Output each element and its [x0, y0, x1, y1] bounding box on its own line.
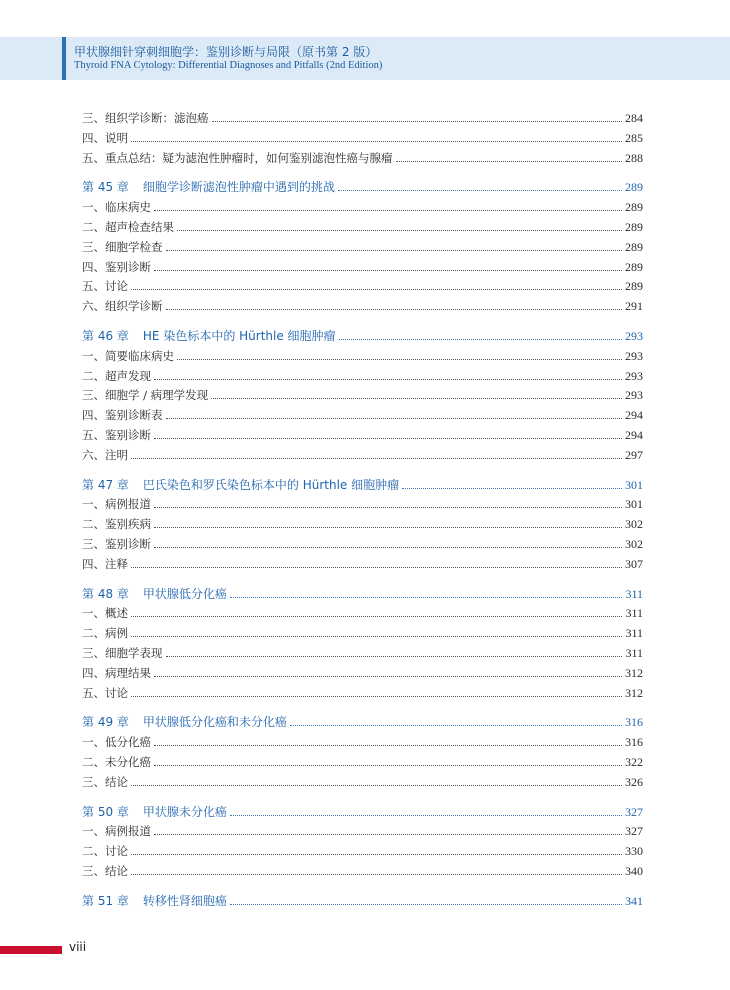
dot-leader	[154, 269, 622, 271]
dot-leader	[131, 457, 622, 459]
toc-chapter-entry[interactable]	[82, 475, 643, 493]
dot-leader	[131, 288, 622, 290]
dot-leader	[154, 437, 622, 439]
toc-section-entry[interactable]	[82, 385, 643, 403]
toc-section-entry[interactable]	[82, 237, 643, 255]
toc-chapter-entry[interactable]	[82, 584, 643, 602]
chapter-title: HE 染色标本中的 Hürthle 细胞肿瘤	[142, 329, 336, 343]
section-title: 三、细胞学表现	[82, 646, 163, 660]
dot-leader	[339, 338, 622, 340]
page-ref: 327	[625, 824, 643, 839]
dot-leader	[166, 655, 623, 657]
toc-section-entry[interactable]	[82, 494, 643, 512]
dot-leader	[154, 378, 622, 380]
section-title: 一、简要临床病史	[82, 348, 174, 363]
dot-leader	[166, 249, 623, 251]
dot-leader	[230, 903, 622, 905]
section-title: 二、讨论	[82, 844, 128, 859]
section-title: 二、鉴别疾病	[82, 517, 151, 532]
dot-leader	[131, 635, 622, 637]
toc-section-entry[interactable]	[82, 108, 643, 126]
chapter-title: 甲状腺低分化癌	[142, 586, 227, 601]
dot-leader	[131, 615, 622, 617]
page-ref: 341	[625, 893, 643, 908]
dot-leader	[177, 358, 622, 360]
toc-section-entry[interactable]	[82, 683, 643, 701]
page-ref: 316	[625, 735, 643, 750]
toc-section-entry[interactable]	[82, 366, 643, 384]
section-title: 六、注明	[82, 447, 128, 462]
toc-section-entry[interactable]	[82, 554, 643, 572]
toc-section-entry[interactable]	[82, 257, 643, 275]
toc-section-entry[interactable]	[82, 405, 643, 423]
section-title: 三、组织学诊断：滤泡癌	[82, 111, 209, 125]
page-number: viii	[69, 940, 87, 954]
toc-section-entry[interactable]	[82, 643, 643, 661]
chapter-title: 巴氏染色和罗氏染色标本中的 Hürthle 细胞肿瘤	[142, 477, 400, 492]
dot-leader	[396, 160, 623, 162]
book-title-chinese: 甲状腺细针穿刺细胞学：鉴别诊断与局限（原书第 2 版）	[74, 45, 378, 59]
section-title: 一、病例报道	[82, 497, 151, 512]
section-title: 五、重点总结：疑为滤泡性肿瘤时，如何鉴别滤泡性癌与腺瘤	[82, 150, 393, 165]
toc-section-entry[interactable]	[82, 148, 643, 166]
dot-leader	[177, 229, 622, 231]
dot-leader	[338, 189, 622, 191]
chapter-number: 第 47 章	[82, 477, 129, 492]
page-ref: 311	[625, 586, 643, 601]
footer-accent-bar	[0, 946, 62, 954]
toc-section-entry[interactable]	[82, 425, 643, 443]
page-ref: 301	[625, 497, 643, 512]
toc-section-entry[interactable]	[82, 276, 643, 294]
page-ref: 301	[625, 477, 643, 492]
section-title: 三、结论	[82, 864, 128, 878]
chapter-number: 第 51 章	[82, 893, 129, 908]
toc-section-entry[interactable]	[82, 514, 643, 532]
dot-leader	[131, 873, 622, 875]
dot-leader	[402, 487, 622, 489]
toc-section-entry[interactable]	[82, 296, 643, 314]
toc-section-entry[interactable]	[82, 128, 643, 146]
page-ref: 307	[625, 556, 643, 571]
section-title: 一、病例报道	[82, 824, 151, 839]
section-title: 四、鉴别诊断表	[82, 408, 163, 423]
dot-leader	[154, 546, 622, 548]
page-ref: 284	[625, 111, 643, 125]
page-ref: 294	[625, 428, 643, 442]
section-title: 四、病理结果	[82, 665, 151, 680]
page-ref: 285	[625, 130, 643, 145]
toc-section-entry[interactable]	[82, 732, 643, 750]
toc-section-entry[interactable]	[82, 841, 643, 859]
toc-section-entry[interactable]	[82, 346, 643, 364]
dot-leader	[230, 596, 623, 598]
toc-section-entry[interactable]	[82, 821, 643, 839]
section-title: 四、说明	[82, 130, 128, 145]
toc-section-entry[interactable]	[82, 534, 643, 552]
toc-section-entry[interactable]	[82, 197, 643, 215]
page-ref: 293	[625, 329, 643, 343]
page-ref: 289	[625, 220, 643, 234]
dot-leader	[154, 675, 622, 677]
page-ref: 288	[625, 150, 643, 165]
chapter-number: 第 50 章	[82, 804, 129, 819]
chapter-number: 第 45 章	[82, 180, 129, 195]
page-ref: 289	[625, 279, 643, 294]
section-title: 三、结论	[82, 774, 128, 789]
dot-leader	[131, 784, 622, 786]
chapter-title: 甲状腺低分化癌和未分化癌	[142, 715, 287, 730]
chapter-number: 第 46 章	[82, 329, 129, 343]
toc-section-entry[interactable]	[82, 752, 643, 770]
section-title: 三、细胞学 / 病理学发现	[82, 388, 209, 403]
toc-chapter-entry[interactable]	[82, 326, 643, 344]
section-title: 三、鉴别诊断	[82, 537, 151, 551]
page-ref: 302	[625, 517, 643, 532]
toc-section-entry[interactable]	[82, 445, 643, 463]
page-ref: 326	[625, 774, 643, 789]
section-title: 二、超声发现	[82, 368, 151, 383]
page-ref: 340	[625, 864, 643, 878]
page-ref: 289	[625, 180, 643, 195]
toc-section-entry[interactable]	[82, 623, 643, 641]
dot-leader	[211, 397, 622, 399]
page-ref: 330	[625, 844, 643, 859]
section-title: 三、细胞学检查	[82, 239, 163, 254]
section-title: 一、概述	[82, 606, 128, 621]
section-title: 五、讨论	[82, 685, 128, 700]
dot-leader	[154, 764, 622, 766]
section-title: 六、组织学诊断	[82, 299, 163, 314]
toc-section-entry[interactable]	[82, 861, 643, 879]
dot-leader	[154, 209, 622, 211]
page-ref: 311	[625, 606, 643, 621]
section-title: 一、临床病史	[82, 200, 151, 215]
toc-section-entry[interactable]	[82, 603, 643, 621]
section-title: 二、超声检查结果	[82, 220, 174, 234]
toc-chapter-entry[interactable]	[82, 802, 643, 820]
chapter-number: 第 48 章	[82, 586, 129, 601]
dot-leader	[131, 853, 622, 855]
section-title: 四、注释	[82, 556, 128, 571]
page-ref: 289	[625, 259, 643, 274]
dot-leader	[131, 695, 622, 697]
page-ref: 294	[625, 408, 643, 423]
toc-section-entry[interactable]	[82, 217, 643, 235]
section-title: 五、讨论	[82, 279, 128, 294]
page-ref: 293	[625, 368, 643, 383]
page-ref: 312	[625, 685, 643, 700]
toc-chapter-entry[interactable]	[82, 891, 643, 909]
dot-leader	[212, 120, 623, 122]
page-ref: 327	[625, 804, 643, 819]
page-ref: 289	[625, 239, 643, 254]
toc-section-entry[interactable]	[82, 663, 643, 681]
dot-leader	[154, 744, 622, 746]
page-ref: 302	[625, 537, 643, 551]
dot-leader	[290, 724, 622, 726]
page-ref: 293	[625, 348, 643, 363]
chapter-title: 转移性肾细胞癌	[142, 893, 227, 908]
section-title: 二、未分化癌	[82, 755, 151, 769]
dot-leader	[154, 833, 622, 835]
dot-leader	[230, 814, 622, 816]
page-ref: 289	[625, 200, 643, 215]
dot-leader	[166, 417, 623, 419]
section-title: 一、低分化癌	[82, 735, 151, 750]
book-title-english: Thyroid FNA Cytology: Differential Diagnoses and Pitfalls (2nd Edition)	[74, 60, 383, 71]
page-ref: 293	[625, 388, 643, 403]
dot-leader	[154, 526, 622, 528]
page-ref: 291	[625, 299, 643, 314]
page-ref: 316	[625, 715, 643, 730]
dot-leader	[131, 566, 622, 568]
dot-leader	[154, 506, 622, 508]
page-ref: 322	[625, 755, 643, 769]
section-title: 四、鉴别诊断	[82, 259, 151, 274]
toc-chapter-entry[interactable]	[82, 712, 643, 730]
chapter-title: 细胞学诊断滤泡性肿瘤中遇到的挑战	[142, 180, 335, 195]
section-title: 五、鉴别诊断	[82, 428, 151, 442]
toc-section-entry[interactable]	[82, 772, 643, 790]
chapter-number: 第 49 章	[82, 715, 129, 730]
dot-leader	[166, 308, 623, 310]
section-title: 二、病例	[82, 626, 128, 641]
page-ref: 311	[625, 626, 643, 641]
dot-leader	[131, 140, 622, 142]
page-ref: 311	[625, 646, 643, 660]
page-ref: 312	[625, 665, 643, 680]
page-ref: 297	[625, 447, 643, 462]
toc-chapter-entry[interactable]	[82, 177, 643, 195]
chapter-title: 甲状腺未分化癌	[142, 804, 227, 819]
